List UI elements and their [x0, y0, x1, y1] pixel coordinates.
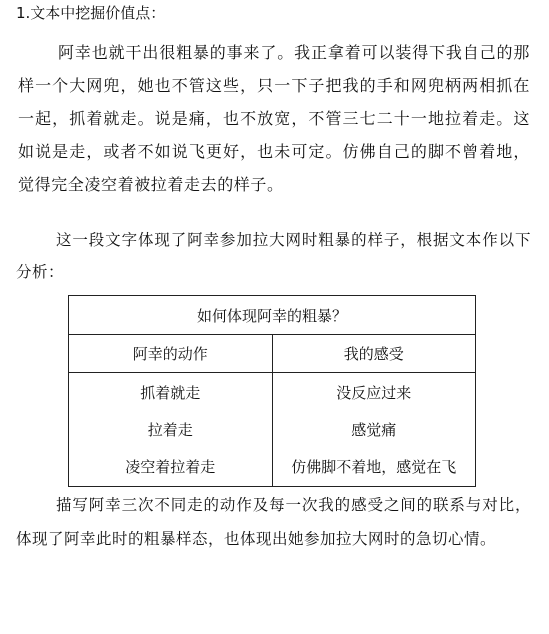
- action-item: 拉着走: [147, 421, 193, 439]
- actions-cell: [69, 373, 273, 487]
- column-header-feelings: 我的感受: [272, 335, 476, 373]
- action-item: 抓着就走: [140, 384, 201, 402]
- table-title: 如何体现阿幸的粗暴？: [69, 296, 476, 335]
- table-title-row: [69, 296, 476, 335]
- feeling-item: 没反应过来: [336, 384, 412, 402]
- column-header-actions: 阿幸的动作: [69, 335, 273, 373]
- analysis-conclusion: 描写阿幸三次不同走的动作及每一次我的感受之间的联系与对比，体现了阿幸此时的粗暴样态，也体现出她参加拉大网时的急切心情。: [16, 496, 531, 548]
- feeling-item: 感觉痛: [351, 421, 397, 439]
- table-header-row: [69, 335, 476, 373]
- analysis-intro: 这一段文字体现了阿幸参加拉大网时粗暴的样子，根据文本作以下分析：: [16, 231, 531, 281]
- feeling-item: 仿佛脚不着地，感觉在飞: [291, 458, 457, 476]
- feelings-cell: [272, 373, 476, 487]
- action-item: 凌空着拉着走: [125, 458, 216, 476]
- text-excerpt: 阿幸也就干出很粗暴的事来了。我正拿着可以装得下我自己的那样一个大网兜，她也不管这些，只一下子把我的手和网兜柄两相抓在一起，抓着就走。说是痛，也不放宽，不管三七二十一地拉着走。这如说是走，或者不如说飞更好，也未可定。仿佛自己的脚不曾着地，觉得完全凌空着被拉着走去的样子。: [18, 43, 530, 194]
- section-heading: 1.文本中挖掘价值点：: [16, 4, 166, 22]
- table-row: [69, 373, 476, 487]
- analysis-table: [68, 295, 476, 487]
